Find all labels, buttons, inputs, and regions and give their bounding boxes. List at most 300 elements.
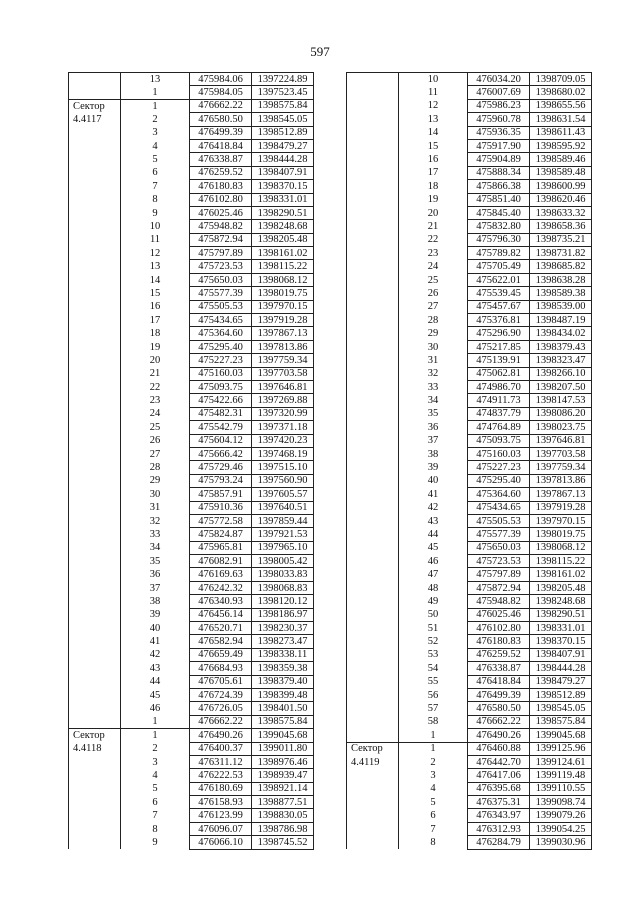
- point-number-cell: 36: [121, 568, 190, 581]
- table-row: [347, 153, 592, 166]
- y-coordinate-cell: 1398731.82: [530, 247, 592, 260]
- sector-cell: [69, 608, 121, 621]
- sector-cell: [347, 380, 399, 393]
- point-number-cell: 36: [399, 421, 468, 434]
- y-coordinate-cell: 1399110.55: [530, 782, 592, 795]
- y-coordinate-cell: 1398877.51: [252, 796, 314, 809]
- y-coordinate-cell: 1398401.50: [252, 702, 314, 715]
- table-row: [69, 568, 314, 581]
- sector-cell: [69, 555, 121, 568]
- table-row: [69, 206, 314, 219]
- x-coordinate-cell: 476659.49: [190, 648, 252, 661]
- y-coordinate-cell: 1398266.10: [530, 367, 592, 380]
- y-coordinate-cell: 1398019.75: [252, 287, 314, 300]
- y-coordinate-cell: 1398545.05: [530, 702, 592, 715]
- sector-cell: [347, 73, 399, 86]
- x-coordinate-cell: 475227.23: [190, 354, 252, 367]
- x-coordinate-cell: 476259.52: [468, 648, 530, 661]
- y-coordinate-cell: 1398589.46: [530, 153, 592, 166]
- y-coordinate-cell: 1398161.02: [252, 247, 314, 260]
- point-number-cell: 52: [399, 635, 468, 648]
- y-coordinate-cell: 1398921.14: [252, 782, 314, 795]
- x-coordinate-cell: 476442.70: [468, 755, 530, 768]
- y-coordinate-cell: 1397867.13: [252, 327, 314, 340]
- y-coordinate-cell: 1398147.53: [530, 394, 592, 407]
- x-coordinate-cell: 475888.34: [468, 166, 530, 179]
- x-coordinate-cell: 476726.05: [190, 702, 252, 715]
- x-coordinate-cell: 476418.84: [190, 139, 252, 152]
- sector-cell: 4.4117: [69, 113, 121, 126]
- point-number-cell: 22: [121, 380, 190, 393]
- x-coordinate-cell: 476456.14: [190, 608, 252, 621]
- sector-cell: [69, 380, 121, 393]
- y-coordinate-cell: 1397560.90: [252, 474, 314, 487]
- y-coordinate-cell: 1398620.46: [530, 193, 592, 206]
- y-coordinate-cell: 1398611.43: [530, 126, 592, 139]
- point-number-cell: 4: [399, 782, 468, 795]
- x-coordinate-cell: 476418.84: [468, 675, 530, 688]
- table-row: [347, 327, 592, 340]
- table-row: [69, 488, 314, 501]
- point-number-cell: 1: [121, 99, 190, 112]
- table-row: [69, 796, 314, 809]
- y-coordinate-cell: 1397605.57: [252, 488, 314, 501]
- table-row: [347, 769, 592, 782]
- y-coordinate-cell: 1398479.27: [530, 675, 592, 688]
- y-coordinate-cell: 1398019.75: [530, 528, 592, 541]
- point-number-cell: 1: [121, 729, 190, 742]
- sector-cell: [69, 581, 121, 594]
- x-coordinate-cell: 475872.94: [190, 233, 252, 246]
- y-coordinate-cell: 1398068.12: [530, 541, 592, 554]
- table-row: [69, 180, 314, 193]
- y-coordinate-cell: 1398830.05: [252, 809, 314, 822]
- table-row: [69, 300, 314, 313]
- x-coordinate-cell: 475948.82: [468, 595, 530, 608]
- point-number-cell: 1: [121, 715, 190, 728]
- table-row: [347, 314, 592, 327]
- sector-cell: [347, 260, 399, 273]
- sector-cell: [69, 153, 121, 166]
- sector-cell: Сектор: [69, 99, 121, 112]
- point-number-cell: 20: [121, 354, 190, 367]
- x-coordinate-cell: 475217.85: [468, 340, 530, 353]
- table-row: [347, 675, 592, 688]
- point-number-cell: 18: [121, 327, 190, 340]
- table-row: [347, 595, 592, 608]
- x-coordinate-cell: 476096.07: [190, 822, 252, 835]
- sector-cell: [69, 662, 121, 675]
- table-row: [347, 782, 592, 795]
- sector-cell: [69, 769, 121, 782]
- sector-cell: [69, 447, 121, 460]
- y-coordinate-cell: 1398359.38: [252, 662, 314, 675]
- point-number-cell: 32: [399, 367, 468, 380]
- x-coordinate-cell: 476066.10: [190, 836, 252, 849]
- sector-cell: [347, 729, 399, 742]
- sector-cell: [69, 836, 121, 849]
- table-row: [69, 782, 314, 795]
- y-coordinate-cell: 1397867.13: [530, 488, 592, 501]
- sector-cell: [347, 501, 399, 514]
- table-row: [347, 568, 592, 581]
- table-row: [347, 461, 592, 474]
- x-coordinate-cell: 476222.53: [190, 769, 252, 782]
- sector-cell: [69, 541, 121, 554]
- point-number-cell: 5: [121, 153, 190, 166]
- x-coordinate-cell: 475723.53: [468, 555, 530, 568]
- x-coordinate-cell: 475723.53: [190, 260, 252, 273]
- sector-cell: [69, 715, 121, 728]
- y-coordinate-cell: 1397759.34: [252, 354, 314, 367]
- table-row: [69, 340, 314, 353]
- x-coordinate-cell: 475434.65: [190, 314, 252, 327]
- sector-cell: [69, 568, 121, 581]
- table-row: [69, 729, 314, 742]
- table-row: [347, 581, 592, 594]
- y-coordinate-cell: 1398600.99: [530, 180, 592, 193]
- table-row: [347, 555, 592, 568]
- y-coordinate-cell: 1398331.01: [252, 193, 314, 206]
- y-coordinate-cell: 1398115.22: [530, 555, 592, 568]
- x-coordinate-cell: 475948.82: [190, 220, 252, 233]
- sector-cell: [69, 206, 121, 219]
- point-number-cell: 14: [121, 273, 190, 286]
- x-coordinate-cell: 476025.46: [468, 608, 530, 621]
- sector-cell: [347, 287, 399, 300]
- table-row: [347, 407, 592, 420]
- x-coordinate-cell: 476158.93: [190, 796, 252, 809]
- point-number-cell: 2: [121, 113, 190, 126]
- point-number-cell: 23: [399, 247, 468, 260]
- table-row: [69, 394, 314, 407]
- table-row: [347, 300, 592, 313]
- point-number-cell: 9: [121, 206, 190, 219]
- x-coordinate-cell: 475505.53: [468, 514, 530, 527]
- sector-cell: [347, 206, 399, 219]
- sector-cell: [347, 113, 399, 126]
- x-coordinate-cell: 476180.69: [190, 782, 252, 795]
- x-coordinate-cell: 475160.03: [190, 367, 252, 380]
- table-row: [69, 314, 314, 327]
- y-coordinate-cell: 1398444.28: [252, 153, 314, 166]
- y-coordinate-cell: 1398575.84: [252, 715, 314, 728]
- x-coordinate-cell: 476400.37: [190, 742, 252, 755]
- sector-cell: [347, 367, 399, 380]
- y-coordinate-cell: 1398248.68: [530, 595, 592, 608]
- table-row: [347, 233, 592, 246]
- x-coordinate-cell: 476312.93: [468, 822, 530, 835]
- sector-cell: [347, 688, 399, 701]
- point-number-cell: 58: [399, 715, 468, 728]
- y-coordinate-cell: 1397420.23: [252, 434, 314, 447]
- sector-cell: [347, 461, 399, 474]
- point-number-cell: 13: [121, 73, 190, 86]
- point-number-cell: 15: [399, 139, 468, 152]
- table-row: [347, 367, 592, 380]
- sector-cell: [69, 421, 121, 434]
- point-number-cell: 19: [121, 340, 190, 353]
- point-number-cell: 20: [399, 206, 468, 219]
- y-coordinate-cell: 1398685.82: [530, 260, 592, 273]
- y-coordinate-cell: 1399119.48: [530, 769, 592, 782]
- y-coordinate-cell: 1397515.10: [252, 461, 314, 474]
- sector-cell: [347, 648, 399, 661]
- x-coordinate-cell: 475650.03: [468, 541, 530, 554]
- point-number-cell: 10: [399, 73, 468, 86]
- point-number-cell: 12: [121, 247, 190, 260]
- point-number-cell: 56: [399, 688, 468, 701]
- sector-cell: [347, 608, 399, 621]
- point-number-cell: 2: [121, 742, 190, 755]
- point-number-cell: 34: [399, 394, 468, 407]
- x-coordinate-cell: 476338.87: [190, 153, 252, 166]
- point-number-cell: 33: [121, 528, 190, 541]
- sector-cell: [347, 568, 399, 581]
- table-row: [347, 180, 592, 193]
- point-number-cell: 6: [121, 796, 190, 809]
- y-coordinate-cell: 1398115.22: [252, 260, 314, 273]
- table-row: [69, 166, 314, 179]
- table-row: [69, 742, 314, 755]
- table-row: [69, 153, 314, 166]
- point-number-cell: 49: [399, 595, 468, 608]
- y-coordinate-cell: 1397224.89: [252, 73, 314, 86]
- table-row: [69, 715, 314, 728]
- table-row: [69, 675, 314, 688]
- x-coordinate-cell: 475505.53: [190, 300, 252, 313]
- point-number-cell: 1: [399, 742, 468, 755]
- point-number-cell: 6: [399, 809, 468, 822]
- point-number-cell: 15: [121, 287, 190, 300]
- y-coordinate-cell: 1398005.42: [252, 555, 314, 568]
- y-coordinate-cell: 1398512.89: [252, 126, 314, 139]
- x-coordinate-cell: 476520.71: [190, 622, 252, 635]
- sector-cell: [69, 434, 121, 447]
- x-coordinate-cell: 476499.39: [468, 688, 530, 701]
- y-coordinate-cell: 1398086.20: [530, 407, 592, 420]
- point-number-cell: 3: [121, 126, 190, 139]
- sector-cell: [347, 153, 399, 166]
- x-coordinate-cell: 475295.40: [468, 474, 530, 487]
- table-row: [69, 581, 314, 594]
- y-coordinate-cell: 1398379.43: [530, 340, 592, 353]
- x-coordinate-cell: 476180.83: [468, 635, 530, 648]
- point-number-cell: 40: [399, 474, 468, 487]
- sector-cell: [69, 394, 121, 407]
- table-row: [69, 688, 314, 701]
- y-coordinate-cell: 1398068.12: [252, 273, 314, 286]
- table-row: [347, 836, 592, 849]
- table-row: [347, 220, 592, 233]
- y-coordinate-cell: 1398589.38: [530, 287, 592, 300]
- x-coordinate-cell: 475845.40: [468, 206, 530, 219]
- y-coordinate-cell: 1398512.89: [530, 688, 592, 701]
- y-coordinate-cell: 1398068.83: [252, 581, 314, 594]
- sector-cell: [347, 166, 399, 179]
- sector-cell: [347, 273, 399, 286]
- point-number-cell: 4: [121, 139, 190, 152]
- table-row: [347, 715, 592, 728]
- x-coordinate-cell: 475824.87: [190, 528, 252, 541]
- x-coordinate-cell: 476180.83: [190, 180, 252, 193]
- y-coordinate-cell: 1398379.40: [252, 675, 314, 688]
- point-number-cell: 35: [121, 555, 190, 568]
- sector-cell: [347, 715, 399, 728]
- y-coordinate-cell: 1397646.81: [530, 434, 592, 447]
- y-coordinate-cell: 1398479.27: [252, 139, 314, 152]
- table-row: [69, 622, 314, 635]
- y-coordinate-cell: 1398976.46: [252, 755, 314, 768]
- point-number-cell: 8: [121, 822, 190, 835]
- point-number-cell: 9: [121, 836, 190, 849]
- x-coordinate-cell: 476724.39: [190, 688, 252, 701]
- point-number-cell: 43: [399, 514, 468, 527]
- sector-cell: [69, 367, 121, 380]
- sector-cell: [347, 86, 399, 99]
- sector-cell: [69, 474, 121, 487]
- table-row: [69, 514, 314, 527]
- table-row: [347, 755, 592, 768]
- table-row: [347, 434, 592, 447]
- sector-cell: [69, 327, 121, 340]
- point-number-cell: 43: [121, 662, 190, 675]
- sector-cell: [69, 782, 121, 795]
- sector-cell: [347, 622, 399, 635]
- y-coordinate-cell: 1398633.32: [530, 206, 592, 219]
- table-row: [69, 447, 314, 460]
- y-coordinate-cell: 1398205.48: [252, 233, 314, 246]
- sector-cell: [69, 193, 121, 206]
- sector-cell: [69, 461, 121, 474]
- x-coordinate-cell: 476259.52: [190, 166, 252, 179]
- sector-cell: 4.4119: [347, 755, 399, 768]
- table-row: [69, 139, 314, 152]
- y-coordinate-cell: 1398370.15: [252, 180, 314, 193]
- point-number-cell: 5: [121, 782, 190, 795]
- y-coordinate-cell: 1398273.47: [252, 635, 314, 648]
- table-row: [69, 769, 314, 782]
- x-coordinate-cell: 476123.99: [190, 809, 252, 822]
- x-coordinate-cell: 476102.80: [190, 193, 252, 206]
- point-number-cell: 50: [399, 608, 468, 621]
- sector-cell: [69, 340, 121, 353]
- point-number-cell: 55: [399, 675, 468, 688]
- y-coordinate-cell: 1399124.61: [530, 755, 592, 768]
- point-number-cell: 54: [399, 662, 468, 675]
- point-number-cell: 51: [399, 622, 468, 635]
- table-row: [69, 595, 314, 608]
- y-coordinate-cell: 1399098.74: [530, 796, 592, 809]
- sector-cell: [347, 99, 399, 112]
- table-row: [347, 528, 592, 541]
- table-row: [69, 247, 314, 260]
- table-row: [347, 809, 592, 822]
- sector-cell: [69, 139, 121, 152]
- point-number-cell: 21: [399, 220, 468, 233]
- x-coordinate-cell: 476395.68: [468, 782, 530, 795]
- point-number-cell: 39: [399, 461, 468, 474]
- sector-cell: [69, 635, 121, 648]
- y-coordinate-cell: 1398248.68: [252, 220, 314, 233]
- x-coordinate-cell: 476102.80: [468, 622, 530, 635]
- y-coordinate-cell: 1398589.48: [530, 166, 592, 179]
- sector-cell: [69, 314, 121, 327]
- sector-cell: [69, 688, 121, 701]
- point-number-cell: 27: [121, 447, 190, 460]
- x-coordinate-cell: 476025.46: [190, 206, 252, 219]
- table-row: [347, 113, 592, 126]
- table-row: [69, 555, 314, 568]
- point-number-cell: 13: [121, 260, 190, 273]
- point-number-cell: 37: [399, 434, 468, 447]
- y-coordinate-cell: 1397919.28: [530, 501, 592, 514]
- x-coordinate-cell: 476375.31: [468, 796, 530, 809]
- table-row: [347, 702, 592, 715]
- table-row: [347, 648, 592, 661]
- y-coordinate-cell: 1398575.84: [530, 715, 592, 728]
- x-coordinate-cell: 476082.91: [190, 555, 252, 568]
- x-coordinate-cell: 476007.69: [468, 86, 530, 99]
- sector-cell: [69, 247, 121, 260]
- y-coordinate-cell: 1397970.15: [252, 300, 314, 313]
- table-row: [347, 139, 592, 152]
- sector-cell: [347, 247, 399, 260]
- table-row: [69, 662, 314, 675]
- table-row: [69, 86, 314, 99]
- point-number-cell: 35: [399, 407, 468, 420]
- point-number-cell: 3: [121, 755, 190, 768]
- y-coordinate-cell: 1399054.25: [530, 822, 592, 835]
- point-number-cell: 24: [121, 407, 190, 420]
- table-row: [69, 407, 314, 420]
- point-number-cell: 12: [399, 99, 468, 112]
- point-number-cell: 33: [399, 380, 468, 393]
- sector-cell: Сектор: [69, 729, 121, 742]
- table-row: [69, 474, 314, 487]
- y-coordinate-cell: 1397921.53: [252, 528, 314, 541]
- x-coordinate-cell: 474837.79: [468, 407, 530, 420]
- sector-cell: [69, 126, 121, 139]
- x-coordinate-cell: 475904.89: [468, 153, 530, 166]
- point-number-cell: 28: [121, 461, 190, 474]
- sector-cell: [69, 273, 121, 286]
- y-coordinate-cell: 1397703.58: [530, 447, 592, 460]
- point-number-cell: 19: [399, 193, 468, 206]
- y-coordinate-cell: 1399011.80: [252, 742, 314, 755]
- y-coordinate-cell: 1398033.83: [252, 568, 314, 581]
- y-coordinate-cell: 1398735.21: [530, 233, 592, 246]
- x-coordinate-cell: 476490.26: [468, 729, 530, 742]
- point-number-cell: 22: [399, 233, 468, 246]
- sector-cell: [69, 86, 121, 99]
- point-number-cell: 10: [121, 220, 190, 233]
- sector-cell: [347, 354, 399, 367]
- table-row: [347, 822, 592, 835]
- y-coordinate-cell: 1398186.97: [252, 608, 314, 621]
- table-row: [69, 193, 314, 206]
- table-row: [69, 648, 314, 661]
- point-number-cell: 37: [121, 581, 190, 594]
- y-coordinate-cell: 1398338.11: [252, 648, 314, 661]
- table-row: [347, 260, 592, 273]
- table-row: [69, 73, 314, 86]
- y-coordinate-cell: 1398230.37: [252, 622, 314, 635]
- sector-cell: [347, 514, 399, 527]
- x-coordinate-cell: 475917.90: [468, 139, 530, 152]
- x-coordinate-cell: 474986.70: [468, 380, 530, 393]
- table-row: [347, 166, 592, 179]
